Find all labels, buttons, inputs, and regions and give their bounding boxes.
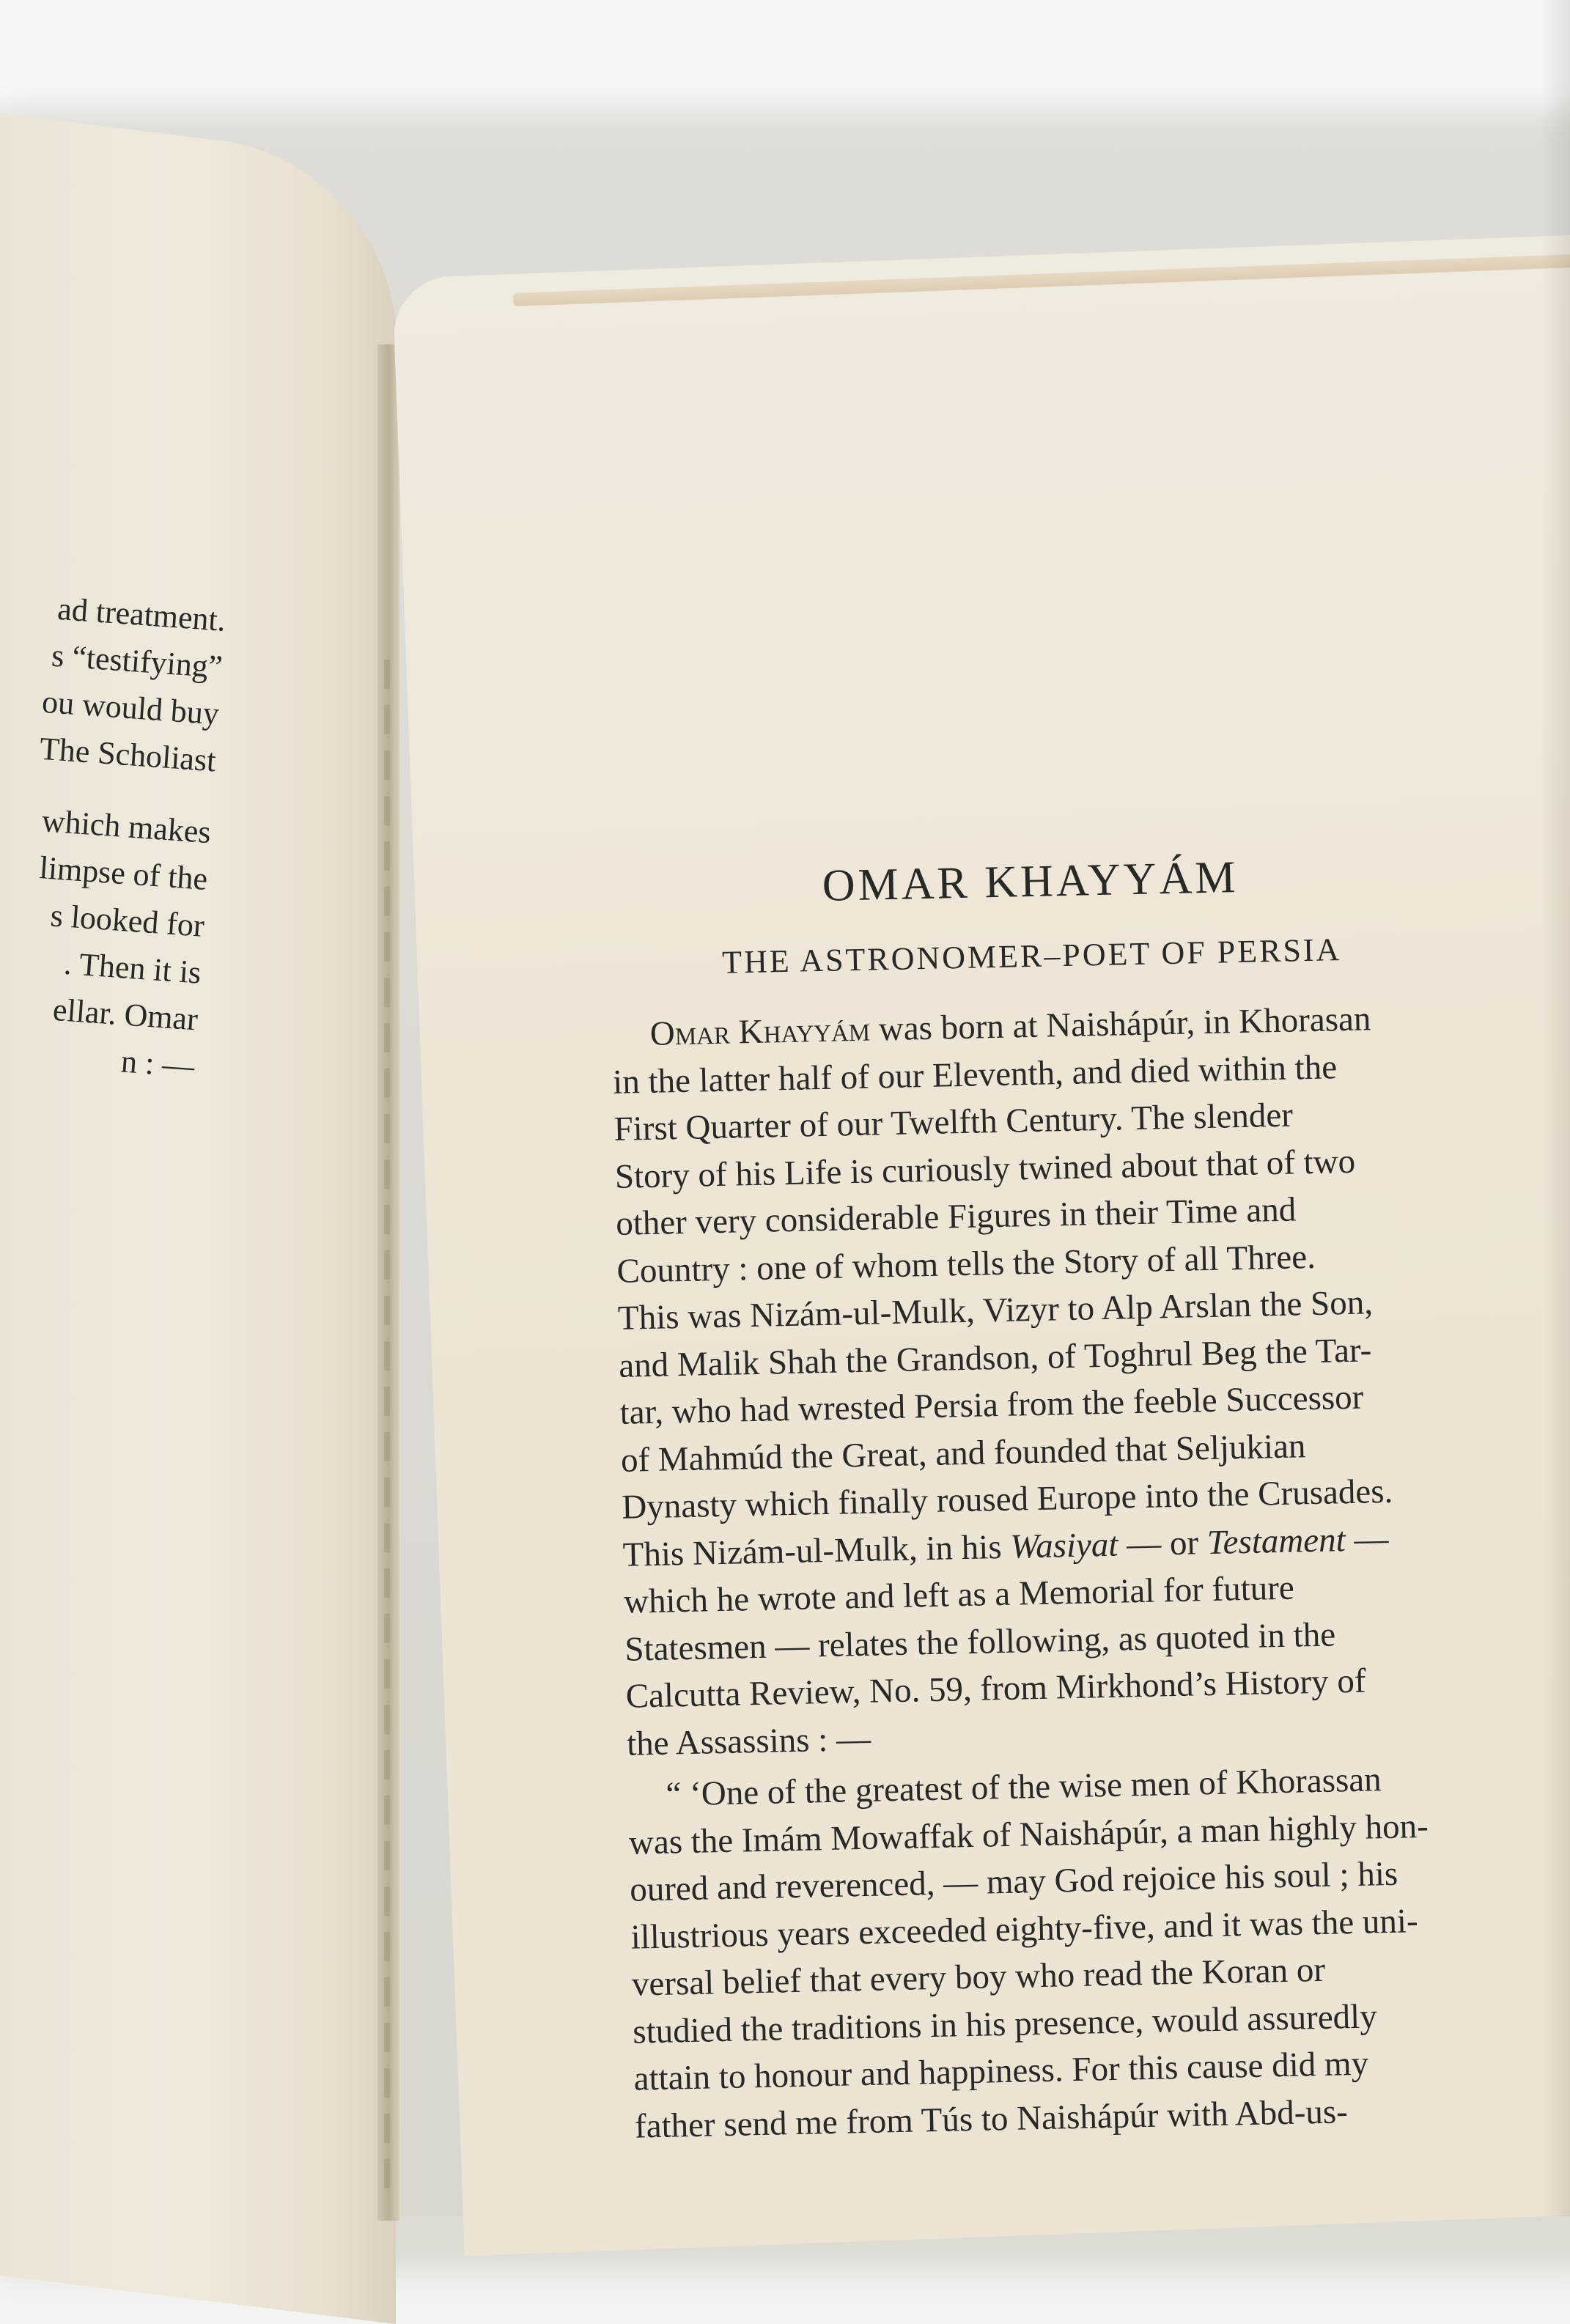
text-line: This Nizám-ul-Mulk, in his Wasiyat — or Testament — (622, 1519, 1389, 1574)
left-line: ellar. Omar (51, 991, 199, 1038)
text-line: which he wrote and left as a Memorial for future (623, 1568, 1295, 1621)
text-line: Dynasty which finally roused Europe into the Crusades. (621, 1472, 1393, 1527)
left-line: ou would buy (40, 683, 221, 732)
left-line: limpse of the (38, 849, 209, 898)
italic-wasiyat: Wasiyat (1009, 1525, 1118, 1566)
text-line: of Mahmúd the Great, and founded that Seljukian (620, 1426, 1306, 1480)
text-line: illustrious years exceeded eighty-five, and it was the uni- (630, 1901, 1419, 1957)
text-line: father send me from Tús to Naishápúr with Abd-us- (634, 2092, 1349, 2146)
text-line: other very considerable Figures in their Time and (615, 1190, 1297, 1243)
text-line: Story of his Life is curiously twined about that of two (614, 1142, 1356, 1196)
text-line: tar, who had wrested Persia from the feeble Successor (619, 1378, 1364, 1432)
text-line: Omar Khayyám was born at Naishápúr, in Khorasan (649, 1000, 1371, 1053)
left-page-text (0, 580, 227, 1090)
text-line: and Malik Shah the Grandson, of Toghrul Beg the Tar- (618, 1330, 1372, 1385)
left-page (0, 103, 396, 2324)
left-line: s looked for (49, 897, 206, 944)
binding-stitches (384, 660, 390, 2199)
chapter-title: OMAR KHAYYÁM (822, 852, 1239, 911)
text-line: studied the traditions in his presence, would assuredly (632, 1996, 1378, 2051)
left-line: ad treatment. (56, 590, 227, 638)
text-line: in the latter half of our Eleventh, and died within the (612, 1047, 1338, 1102)
text-line: the Assassins : — (626, 1719, 871, 1763)
text-line: Country : one of whom tells the Story of all Three. (616, 1237, 1316, 1291)
left-line: which makes (40, 803, 213, 851)
small-caps-lead: Omar Khayyám (649, 1010, 871, 1053)
left-line: s “testifying” (50, 637, 224, 685)
body-text (611, 990, 1570, 2150)
left-line: The Scholiast (38, 730, 218, 779)
left-line: . Then it is (62, 945, 202, 991)
text-line: oured and reverenced, — may God rejoice his soul ; his (629, 1854, 1398, 1909)
right-page-text (608, 844, 1570, 2150)
text-line: versal belief that every boy who read the Koran or (631, 1950, 1326, 2004)
right-edge-shade (1541, 0, 1570, 2216)
italic-testament: Testament (1206, 1520, 1346, 1562)
text-line: Calcutta Review, No. 59, from Mirkhond’s History of (625, 1661, 1367, 1716)
text-line: was the Imám Mowaffak of Naishápúr, a man highly hon- (628, 1807, 1429, 1862)
text-line: First Quarter of our Twelfth Century. The slender (613, 1096, 1294, 1148)
text-line: Statesmen — relates the following, as quoted in the (624, 1615, 1336, 1669)
chapter-subtitle: THE ASTRONOMER–POET OF PERSIA (721, 932, 1342, 981)
left-line: n : — (119, 1043, 196, 1085)
text-line: This was Nizám-ul-Mulk, Vizyr to Alp Arslan the Son, (617, 1283, 1374, 1338)
text-line: “ ‘One of the greatest of the wise men of Khorassan (666, 1760, 1382, 1814)
text-line: attain to honour and happiness. For this cause did my (633, 2044, 1369, 2098)
